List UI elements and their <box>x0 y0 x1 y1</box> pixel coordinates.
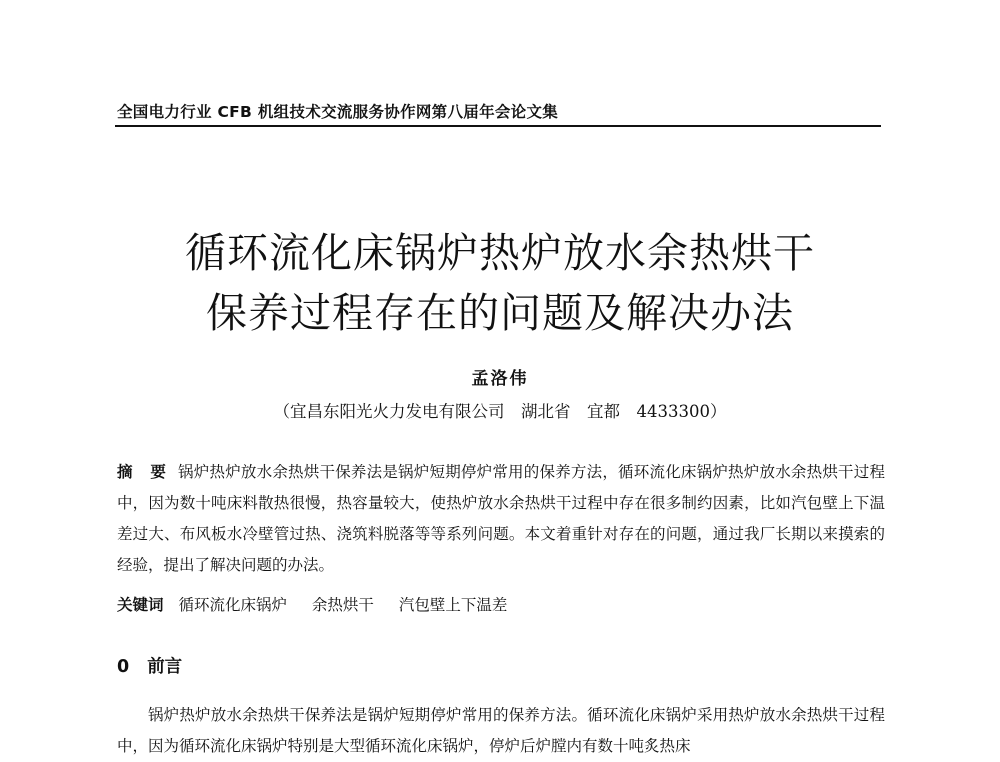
keyword-item: 汽包壁上下温差 <box>398 596 508 614</box>
abstract <box>117 457 885 581</box>
author-affiliation: （宜昌东阳光火力发电有限公司 湖北省 宜都 4433300） <box>273 402 727 421</box>
running-header: 全国电力行业 CFB 机组技术交流服务协作网第八届年会论文集 <box>117 103 559 121</box>
section-heading <box>117 653 182 678</box>
abstract-text: 锅炉热炉放水余热烘干保养法是锅炉短期停炉常用的保养方法，循环流化床锅炉热炉放水余热烘干过程中，因为数十吨床料散热很慢，热容量较大，使热炉放水余热烘干过程中存在很多制约因素，比如汽包壁上下温差过大、布风板水冷壁管过热、浇筑料脱落等等系列问题。本文着重针对存在的问题，通过我厂长期以来摸索的经验，提出了解决问题的办法。 <box>117 463 885 574</box>
keywords-label: 关键词 <box>117 596 164 614</box>
body-paragraph: 锅炉热炉放水余热烘干保养法是锅炉短期停炉常用的保养方法。循环流化床锅炉采用热炉放水余热烘干过程中，因为循环流化床锅炉特别是大型循环流化床锅炉，停炉后炉膛内有数十吨炙热床 <box>117 706 885 755</box>
keywords <box>117 590 885 621</box>
abstract-label: 摘 要 <box>117 463 173 481</box>
author-name: 孟洛伟 <box>471 369 529 389</box>
keyword-item: 余热烘干 <box>311 596 374 614</box>
section-title: 前言 <box>147 657 183 677</box>
header-rule <box>115 125 881 127</box>
paper-title-line-1: 循环流化床锅炉热炉放水余热烘干 <box>185 229 815 277</box>
section-number: 0 <box>117 657 130 677</box>
keyword-item: 循环流化床锅炉 <box>178 596 287 614</box>
paper-title-line-2: 保养过程存在的问题及解决办法 <box>206 289 794 337</box>
